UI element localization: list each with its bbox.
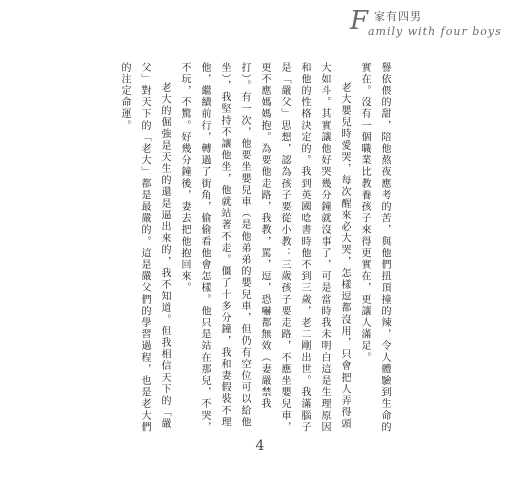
page-number: 4 <box>255 438 265 454</box>
body-text <box>119 62 394 434</box>
paragraph: 老大的倔強是天生的還是逼出來的，我不知道。但我相信天下的「嚴父」對天下的「老大」都是最嚴的。這是嚴父們的學習過程，也是老大們的注定命運。 <box>119 62 170 434</box>
paragraph: 譽依偎的甜，陪他熬夜應考的苦，與他們扭頂撞的辣，令人體驗到生命的實在。沒有一個職業比教養孩子來得更實在，更讓人滿足。 <box>359 62 390 434</box>
book-subtitle: amily with four boys <box>368 25 502 38</box>
book-title: 家有四男 <box>374 10 422 23</box>
paragraph: 老大嬰兒時愛哭，每次醒來必大哭，怎樣逗都沒用，只會把人弄得頭大如斗。其實讓他好哭幾分鐘就沒事了，可是當時我未明白這是生理原因和他的性格決定的。我到英國唸書時他不到三歲，老二剛出世。我滿腦子是「嚴父」思想，認為孩子要從小教：三歲孩子要走路，不應坐嬰兒車，更不應媽媽抱。為要他走路，我教，罵，逗，恐嚇都無效（妻嚴禁我打）。有一次，他要坐嬰兒車（是他弟弟的嬰兒車，但仍有空位可以給他坐），我堅持不讓他坐，他就站著不走。僵了十多分鐘，我和妻假裝不理他，繼續前行，轉過了街角，偷偷看他會怎樣。他只是站在那兒，不哭，不玩，不驚。好幾分鐘後，妻去把他抱回來。 <box>179 62 350 434</box>
brand-logo-letter: F <box>350 6 369 36</box>
book-header <box>350 8 510 52</box>
